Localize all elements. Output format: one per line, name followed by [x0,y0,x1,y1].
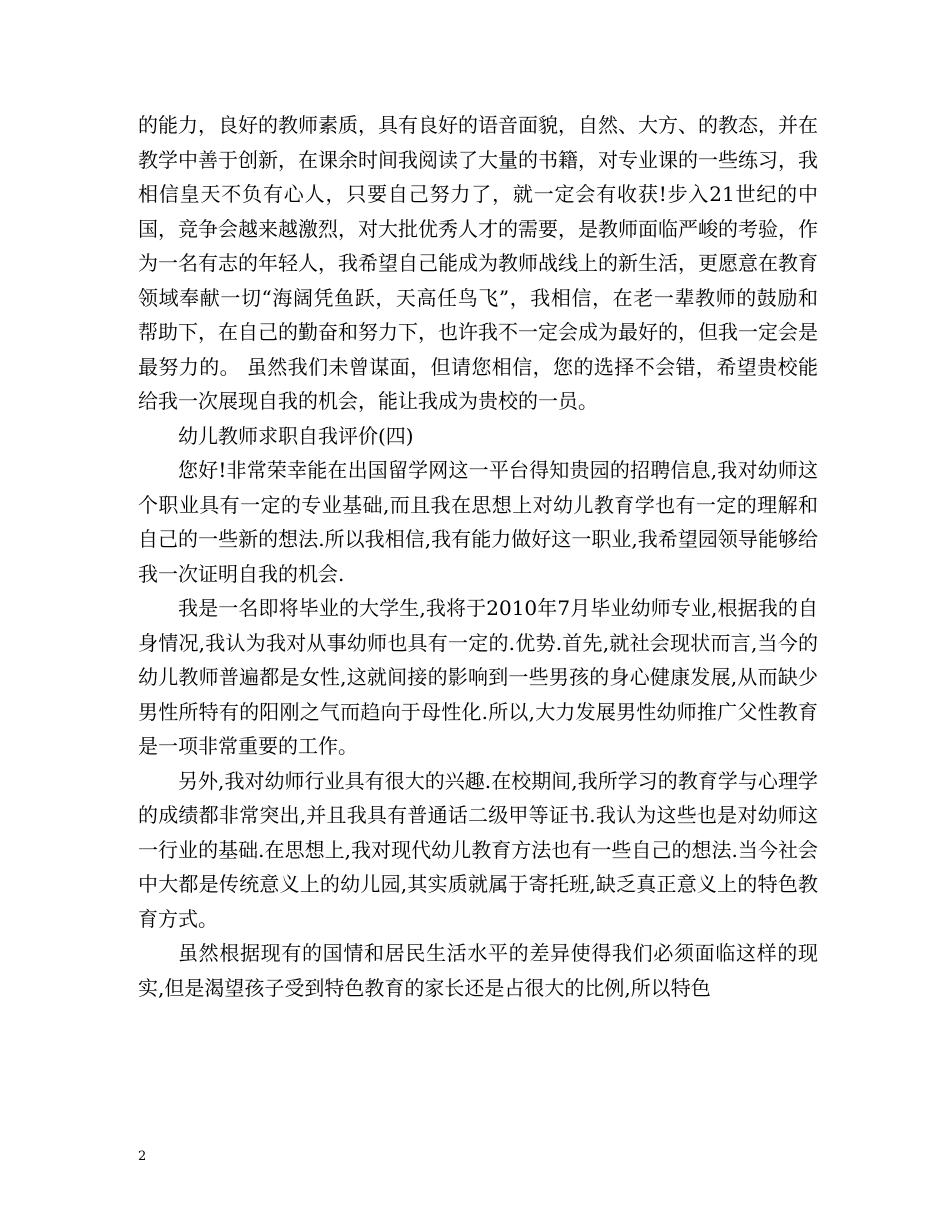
paragraph-1: 的能力，良好的教师素质，具有良好的语音面貌，自然、大方、的教态，并在教学中善于创新，在课余时间我阅读了大量的书籍，对专业课的一些练习，我相信皇天不负有心人，只要自己努力了，就一定会有收获!步入21世纪的中国，竞争会越来越激烈，对大批优秀人才的需要，是教师面临严峻的考验，作为一名有志的年轻人，我希望自己能成为教师战线上的新生活，更愿意在教育领域奉献一切“海阔凭鱼跃，天高任鸟飞”，我相信，在老一辈教师的鼓励和帮助下，在自己的勤奋和努力下，也许我不一定会成为最好的，但我一定会是最努力的。 虽然我们未曾谋面，但请您相信，您的选择不会错，希望贵校能给我一次展现自我的机会，能让我成为贵校的一员。 [138,113,818,413]
paragraph-5: 虽然根据现有的国情和居民生活水平的差异使得我们必须面临这样的现实,但是渴望孩子受到特色教育的家长还是占很大的比例,所以特色 [138,941,818,1000]
document-body [138,108,818,1005]
section-heading: 幼儿教师求职自我评价(四) [178,423,414,448]
paragraph-3: 我是一名即将毕业的大学生,我将于2010年7月毕业幼师专业,根据我的自身情况,我认为我对从事幼师也具有一定的.优势.首先,就社会现状而言,当今的幼儿教师普遍都是女性,这就间接的影响到一些男孩的身心健康发展,从而缺少男性所特有的阳刚之气而趋向于母性化.所以,大力发展男性幼师推广父性教育是一项非常重要的工作。 [138,596,818,758]
page-number: 2 [138,1149,147,1164]
paragraph-4: 另外,我对幼师行业具有很大的兴趣.在校期间,我所学习的教育学与心理学的成绩都非常突出,并且我具有普通话二级甲等证书.我认为这些也是对幼师这一行业的基础.在思想上,我对现代幼儿教育方法也有一些自己的想法.当今社会中大都是传统意义上的幼儿园,其实质就属于寄托班,缺乏真正意义上的特色教育方式。 [138,768,818,931]
paragraph-2: 您好!非常荣幸能在出国留学网这一平台得知贵园的招聘信息,我对幼师这个职业具有一定的专业基础,而且我在思想上对幼儿教育学也有一定的理解和自己的一些新的想法.所以我相信,我有能力做好这一职业,我希望园领导能够给我一次证明自我的机会. [138,458,818,586]
